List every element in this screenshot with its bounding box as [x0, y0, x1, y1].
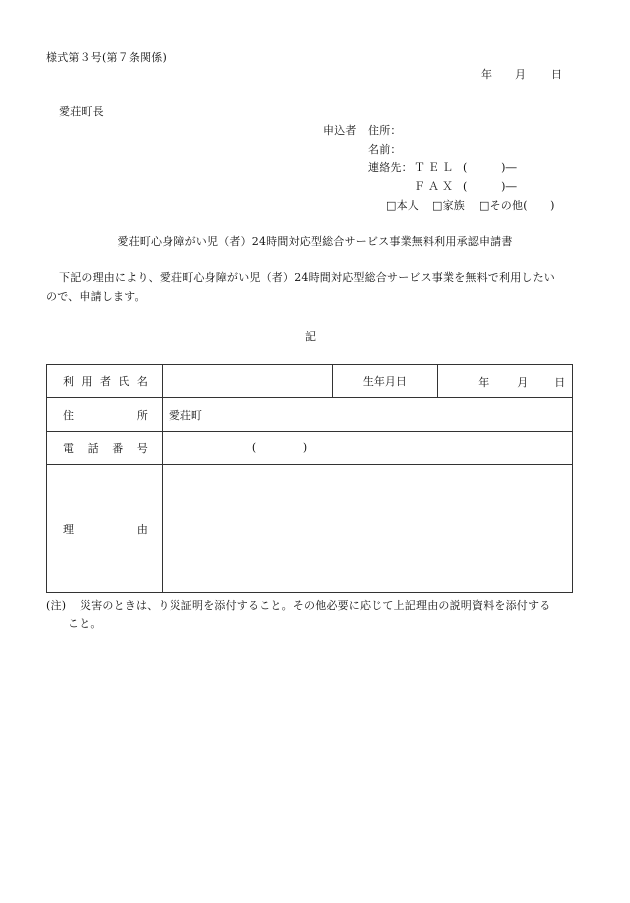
- option-self[interactable]: □本人: [386, 199, 419, 212]
- user-name-label-char: 者: [99, 375, 111, 388]
- intro-line-1: 下記の理由により、愛荘町心身障がい児（者）24時間対応型総合サービス事業を無料で利用したい: [59, 271, 555, 284]
- note-prefix: (注): [46, 599, 67, 612]
- name-label: 名前：: [368, 143, 402, 156]
- phone-input[interactable]: [162, 432, 572, 465]
- user-name-label-char: 利: [63, 375, 74, 388]
- phone-label-cell: [47, 432, 163, 465]
- address-value: 愛荘町: [168, 408, 202, 422]
- application-table: [46, 364, 573, 593]
- note-line-1: 災害のときは、り災証明を添付すること。その他必要に応じて上記理由の説明資料を添付する: [80, 599, 551, 612]
- reason-label-char: 由: [136, 522, 148, 536]
- address-input[interactable]: [162, 398, 572, 432]
- user-name-label-char: 用: [81, 375, 93, 388]
- phone-label-char: 番: [112, 442, 124, 455]
- reason-label-cell: [47, 465, 163, 593]
- user-name-label-char: 氏: [118, 375, 130, 388]
- document-title: 愛荘町心身障がい児（者）24時間対応型総合サービス事業無料利用承認申請書: [117, 235, 513, 248]
- phone-paren-close: ): [302, 441, 308, 454]
- reason-input[interactable]: [162, 465, 572, 593]
- fax-paren: ( )―: [463, 180, 517, 193]
- birth-label: 生年月日: [362, 375, 407, 388]
- user-name-label-cell: [47, 365, 163, 398]
- birth-day-unit: 日: [554, 376, 566, 389]
- form-number: 様式第３号(第７条関係): [46, 51, 167, 64]
- birth-label-cell: [332, 365, 438, 398]
- tel-label: ＴＥＬ: [414, 161, 456, 174]
- row-phone: [47, 432, 573, 465]
- row-reason: [47, 465, 573, 593]
- birth-month-unit: 月: [517, 376, 529, 389]
- reason-label-char: 理: [63, 522, 74, 536]
- birth-year-unit: 年: [478, 376, 490, 389]
- applicant-label: 申込者: [323, 124, 357, 137]
- row-address: [47, 398, 573, 432]
- option-family[interactable]: □家族: [432, 199, 465, 212]
- phone-label-char: 話: [87, 442, 99, 455]
- phone-paren-open: (: [251, 441, 257, 454]
- date-month-unit: 月: [515, 68, 527, 81]
- date-day-unit: 日: [551, 68, 563, 81]
- option-other[interactable]: □その他( ): [479, 199, 555, 212]
- user-name-input[interactable]: [162, 365, 332, 398]
- row-user-name: [47, 365, 573, 398]
- address-label-char: 住: [63, 408, 74, 422]
- address-label-cell: [47, 398, 163, 432]
- note-line-2: こと。: [68, 617, 102, 630]
- phone-label-char: 電: [63, 442, 74, 455]
- user-name-label-char: 名: [136, 375, 148, 388]
- address-label-char: 所: [136, 408, 148, 422]
- phone-label-char: 号: [136, 442, 148, 455]
- date-year-unit: 年: [481, 68, 493, 81]
- ki-heading: 記: [305, 330, 317, 343]
- fax-label: ＦＡＸ: [414, 180, 456, 193]
- address-label: 住所：: [368, 124, 402, 137]
- tel-paren: ( )―: [463, 161, 517, 174]
- contact-label: 連絡先：: [368, 161, 413, 174]
- birth-date-input[interactable]: [438, 365, 573, 398]
- intro-line-2: ので、申請します。: [46, 290, 146, 303]
- addressee: 愛荘町長: [59, 105, 104, 118]
